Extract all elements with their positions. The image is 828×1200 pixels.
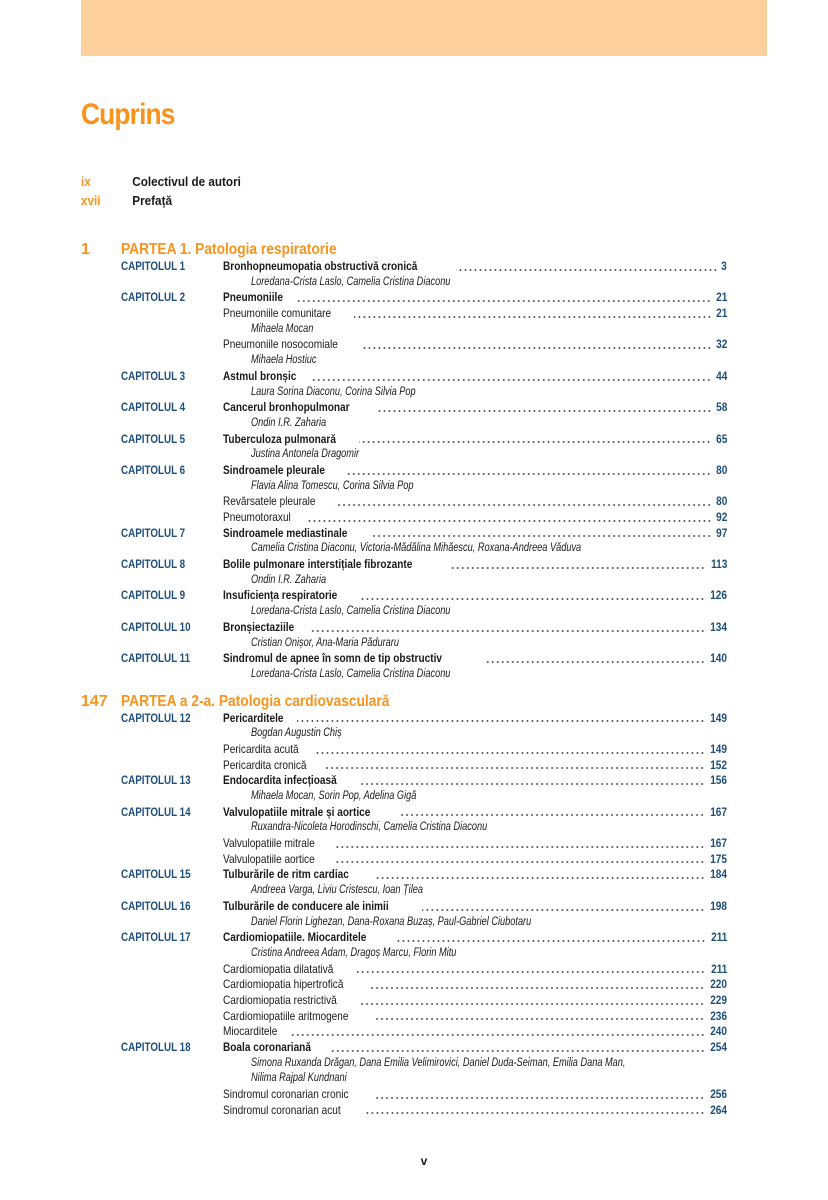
chapter-authors: Laura Sorina Diaconu, Corina Silvia Pop bbox=[251, 385, 416, 398]
chapter-title: Sindroamele pleurale bbox=[223, 462, 325, 477]
entry-line bbox=[223, 836, 727, 852]
dot-leader bbox=[360, 783, 705, 785]
entry-line bbox=[223, 773, 727, 789]
page-number: 44 bbox=[715, 368, 727, 383]
page-number: 126 bbox=[710, 588, 727, 603]
section-entry[interactable] bbox=[81, 1103, 727, 1119]
chapter-label: CAPITOLUL 8 bbox=[121, 557, 186, 572]
chapter-entry[interactable] bbox=[81, 1040, 727, 1056]
chapter-entry[interactable] bbox=[81, 290, 727, 306]
page-number: 167 bbox=[710, 836, 727, 851]
chapter-title: Tulburările de ritm cardiac bbox=[223, 867, 349, 882]
dot-leader bbox=[396, 940, 706, 942]
table-of-contents bbox=[81, 241, 727, 1118]
chapter-title: Sindromul de apnee în somn de tip obstructiv bbox=[223, 651, 442, 666]
entry-line bbox=[223, 620, 727, 636]
author-line bbox=[81, 1071, 727, 1087]
chapter-authors: Mihaela Hostiuc bbox=[251, 354, 317, 367]
chapter-label: CAPITOLUL 2 bbox=[121, 290, 186, 305]
chapter-title: Boala coronariană bbox=[223, 1040, 311, 1054]
chapter-label: CAPITOLUL 12 bbox=[121, 710, 191, 725]
dot-leader bbox=[360, 1003, 705, 1005]
chapter-authors: Mihaela Mocan, Sorin Pop, Adelina Gigă bbox=[251, 790, 417, 802]
dot-leader bbox=[334, 846, 705, 848]
page-number: 134 bbox=[710, 619, 727, 634]
section-entry[interactable] bbox=[81, 758, 727, 774]
chapter-entry[interactable] bbox=[81, 432, 727, 448]
dot-leader bbox=[362, 347, 712, 349]
entry-line bbox=[223, 1087, 727, 1103]
section-entry[interactable] bbox=[81, 962, 727, 978]
section-entry[interactable] bbox=[81, 836, 727, 852]
chapter-label: CAPITOLUL 9 bbox=[121, 588, 186, 603]
page-number: 220 bbox=[710, 977, 727, 992]
section-title: Pneumoniile comunitare bbox=[223, 306, 332, 321]
author-line bbox=[81, 447, 727, 463]
page-number: 254 bbox=[710, 1040, 727, 1054]
header-color-band bbox=[81, 0, 767, 56]
section-title: Valvulopatiile aortice bbox=[223, 851, 315, 866]
entry-line bbox=[223, 510, 727, 526]
chapter-authors: Loredana-Crista Laslo, Camelia Cristina Diaconu bbox=[251, 667, 451, 680]
entry-line bbox=[223, 805, 727, 821]
chapter-title: Pneumoniile bbox=[223, 290, 283, 305]
page-number: 167 bbox=[710, 804, 727, 819]
entry-line bbox=[223, 930, 727, 946]
chapter-label: CAPITOLUL 7 bbox=[121, 525, 186, 540]
section-title: Sindromul coronarian acut bbox=[223, 1102, 341, 1117]
chapter-title: Valvulopatiile mitrale și aortice bbox=[223, 804, 371, 819]
dot-leader bbox=[374, 1018, 705, 1020]
chapter-label: CAPITOLUL 15 bbox=[121, 867, 191, 882]
entry-line bbox=[223, 1024, 727, 1040]
author-line bbox=[81, 573, 727, 589]
part-page: 1 bbox=[81, 241, 90, 258]
entry-line bbox=[223, 867, 727, 883]
dot-leader bbox=[373, 535, 712, 537]
section-entry[interactable] bbox=[81, 1087, 727, 1103]
author-line bbox=[81, 946, 727, 962]
dot-leader bbox=[368, 987, 705, 989]
page-number: 184 bbox=[710, 867, 727, 882]
chapter-authors: Flavia Alina Tomescu, Corina Silvia Pop bbox=[251, 479, 414, 492]
chapter-entry[interactable] bbox=[81, 588, 727, 604]
dot-leader bbox=[310, 630, 705, 632]
author-line bbox=[81, 275, 727, 291]
author-line bbox=[81, 820, 727, 836]
dot-leader bbox=[361, 598, 705, 600]
chapter-title: Bronșiectaziile bbox=[223, 619, 295, 634]
page-number: 80 bbox=[715, 462, 727, 477]
section-title: Cardiomiopatia hipertrofică bbox=[223, 977, 344, 992]
dot-leader bbox=[375, 877, 705, 879]
page-number: 97 bbox=[715, 525, 727, 540]
chapter-title: Endocardita infecțioasă bbox=[223, 773, 337, 788]
author-line bbox=[81, 726, 727, 742]
chapter-entry[interactable] bbox=[81, 463, 727, 479]
section-entry[interactable] bbox=[81, 337, 727, 353]
page-number: 264 bbox=[710, 1102, 727, 1117]
dot-leader bbox=[365, 1112, 705, 1114]
chapter-authors: Andreea Varga, Liviu Cristescu, Ioan Țilea bbox=[251, 884, 423, 897]
page-number: 256 bbox=[710, 1087, 727, 1102]
chapter-entry[interactable] bbox=[81, 899, 727, 915]
chapter-entry[interactable] bbox=[81, 867, 727, 883]
section-title: Pericardita cronică bbox=[223, 757, 307, 772]
entry-line bbox=[223, 711, 727, 727]
dot-leader bbox=[456, 269, 718, 271]
chapter-entry[interactable] bbox=[81, 651, 727, 667]
chapter-authors: Cristian Onișor, Ana-Maria Păduraru bbox=[251, 636, 399, 649]
dot-leader bbox=[306, 520, 712, 522]
page-number: 92 bbox=[715, 510, 727, 524]
page-number: 240 bbox=[710, 1024, 727, 1039]
section-entry[interactable] bbox=[81, 494, 727, 510]
section-entry[interactable] bbox=[81, 977, 727, 993]
chapter-authors: Ondin I.R. Zaharia bbox=[251, 573, 327, 586]
entry-line bbox=[223, 369, 727, 385]
dot-leader bbox=[450, 567, 705, 569]
section-title: Revărsatele pleurale bbox=[223, 494, 316, 509]
chapter-authors: Simona Ruxanda Drăgan, Dana Emilia Velimirovici, Daniel Duda-Seiman, Emilia Dana Man, bbox=[251, 1056, 626, 1069]
chapter-entry[interactable] bbox=[81, 711, 727, 727]
page-number: 149 bbox=[710, 741, 727, 756]
author-line bbox=[81, 353, 727, 369]
chapter-label: CAPITOLUL 3 bbox=[121, 368, 186, 383]
chapter-label: CAPITOLUL 14 bbox=[121, 804, 191, 819]
entry-line bbox=[223, 259, 727, 275]
section-title: Pericardita acută bbox=[223, 741, 299, 756]
page-number: 229 bbox=[710, 992, 727, 1007]
author-line bbox=[81, 479, 727, 495]
dot-leader bbox=[346, 473, 711, 475]
chapter-entry[interactable] bbox=[81, 259, 727, 275]
dot-leader bbox=[400, 814, 705, 816]
page-number: 113 bbox=[710, 557, 727, 572]
entry-line bbox=[223, 557, 727, 573]
chapter-title: Sindroamele mediastinale bbox=[223, 525, 348, 540]
author-line bbox=[81, 667, 727, 683]
entry-line bbox=[223, 400, 727, 416]
dot-leader bbox=[335, 504, 712, 506]
page-number: 140 bbox=[710, 651, 727, 666]
chapter-label: CAPITOLUL 5 bbox=[121, 431, 186, 446]
dot-leader bbox=[422, 909, 705, 911]
page-number: v bbox=[420, 1154, 428, 1168]
page-number: 3 bbox=[721, 259, 727, 273]
page-number: 80 bbox=[715, 494, 727, 509]
chapter-label: CAPITOLUL 11 bbox=[121, 651, 191, 666]
page-number: 21 bbox=[715, 306, 727, 321]
entry-line bbox=[223, 1040, 727, 1056]
chapter-label: CAPITOLUL 4 bbox=[121, 400, 186, 415]
page-number: 21 bbox=[715, 290, 727, 305]
entry-line bbox=[223, 337, 727, 353]
chapter-title: Bolile pulmonare interstițiale fibrozante bbox=[223, 557, 413, 572]
author-line bbox=[81, 604, 727, 620]
chapter-entry[interactable] bbox=[81, 557, 727, 573]
section-title: Cardiomiopatiile aritmogene bbox=[223, 1008, 349, 1023]
entry-line bbox=[223, 588, 727, 604]
chapter-entry[interactable] bbox=[81, 930, 727, 946]
page-number: 149 bbox=[710, 710, 727, 725]
chapter-authors: Loredana-Crista Laslo, Camelia Cristina Diaconu bbox=[251, 605, 451, 618]
entry-line bbox=[223, 993, 727, 1009]
front-matter bbox=[81, 174, 741, 212]
section-title: Valvulopatiile mitrale bbox=[223, 836, 315, 851]
dot-leader bbox=[315, 752, 705, 754]
author-line bbox=[81, 636, 727, 652]
author-line bbox=[81, 789, 727, 805]
chapter-entry[interactable] bbox=[81, 805, 727, 821]
dot-leader bbox=[296, 300, 711, 302]
entry-line bbox=[223, 962, 727, 978]
entry-line bbox=[223, 526, 727, 542]
dot-leader bbox=[376, 410, 712, 412]
part-page: 147 bbox=[81, 692, 108, 710]
author-line bbox=[81, 915, 727, 931]
section-title: Cardiomiopatia restrictivă bbox=[223, 992, 337, 1007]
chapter-label: CAPITOLUL 6 bbox=[121, 462, 186, 477]
section-entry[interactable] bbox=[81, 852, 727, 868]
page-number: 65 bbox=[715, 431, 727, 446]
chapter-authors: Camelia Cristina Diaconu, Victoria-Mădălina Mihăescu, Roxana-Andreea Văduva bbox=[251, 542, 582, 555]
chapter-label: CAPITOLUL 16 bbox=[121, 898, 191, 913]
chapter-entry[interactable] bbox=[81, 620, 727, 636]
entry-line bbox=[223, 899, 727, 915]
section-entry[interactable] bbox=[81, 306, 727, 322]
chapter-entry[interactable] bbox=[81, 400, 727, 416]
entry-line bbox=[223, 432, 727, 448]
chapter-entry[interactable] bbox=[81, 526, 727, 542]
dot-leader bbox=[312, 379, 711, 381]
entry-line bbox=[223, 742, 727, 758]
page-number: 211 bbox=[710, 961, 727, 976]
dot-leader bbox=[330, 1050, 705, 1052]
author-line bbox=[81, 1056, 727, 1072]
author-line bbox=[81, 416, 727, 432]
chapter-label: CAPITOLUL 17 bbox=[121, 930, 191, 945]
chapter-authors: Cristina Andreea Adam, Dragoș Marcu, Florin Mitu bbox=[251, 946, 457, 959]
chapter-title: Tulburările de conducere ale inimii bbox=[223, 898, 389, 913]
entry-line bbox=[223, 463, 727, 479]
section-entry[interactable] bbox=[81, 1009, 727, 1025]
page-title: Cuprins bbox=[81, 98, 175, 131]
entry-line bbox=[223, 306, 727, 322]
part-title: PARTEA 1. Patologia respiratorie bbox=[121, 241, 337, 258]
entry-line bbox=[223, 758, 727, 774]
entry-line bbox=[223, 290, 727, 306]
page-number: 58 bbox=[715, 400, 727, 415]
dot-leader bbox=[290, 1034, 705, 1036]
chapter-title: Astmul bronșic bbox=[223, 368, 297, 383]
entry-line bbox=[223, 852, 727, 868]
chapter-label: CAPITOLUL 18 bbox=[121, 1040, 191, 1054]
chapter-title: Insuficiența respiratorie bbox=[223, 588, 338, 603]
chapter-authors: Loredana-Crista Laslo, Camelia Cristina Diaconu bbox=[251, 275, 451, 288]
chapter-title: Pericarditele bbox=[223, 710, 284, 725]
section-title: Miocarditele bbox=[223, 1024, 278, 1039]
chapter-title: Cardiomiopatiile. Miocarditele bbox=[223, 930, 367, 945]
chapter-entry[interactable] bbox=[81, 773, 727, 789]
entry-line bbox=[223, 494, 727, 510]
part-heading[interactable] bbox=[81, 241, 727, 259]
front-matter-page: ix bbox=[81, 174, 91, 189]
dot-leader bbox=[324, 767, 705, 769]
dot-leader bbox=[334, 861, 705, 863]
chapter-authors: Mihaela Mocan bbox=[251, 322, 314, 335]
chapter-entry[interactable] bbox=[81, 369, 727, 385]
author-line bbox=[81, 322, 727, 338]
front-matter-item[interactable] bbox=[81, 193, 675, 212]
chapter-title: Tuberculoza pulmonară bbox=[223, 431, 336, 446]
page-number: 198 bbox=[710, 898, 727, 913]
chapter-authors: Bogdan Augustin Chiș bbox=[251, 727, 342, 740]
section-title: Cardiomiopatia dilatativă bbox=[223, 961, 334, 976]
front-matter-label: Prefață bbox=[132, 193, 172, 208]
page-number: 211 bbox=[710, 930, 727, 945]
page-number: 32 bbox=[715, 337, 727, 352]
dot-leader bbox=[354, 316, 712, 318]
part-heading[interactable] bbox=[81, 693, 727, 711]
chapter-authors: Justina Antonela Dragomir bbox=[251, 448, 360, 461]
chapter-title: Bronhopneumopatia obstructivă cronică bbox=[223, 259, 418, 273]
chapter-label: CAPITOLUL 1 bbox=[121, 259, 186, 273]
entry-line bbox=[223, 1103, 727, 1119]
section-entry[interactable] bbox=[81, 993, 727, 1009]
entry-line bbox=[223, 977, 727, 993]
dot-leader bbox=[486, 661, 705, 663]
section-entry[interactable] bbox=[81, 510, 727, 526]
author-line bbox=[81, 385, 727, 401]
page-number: 156 bbox=[710, 773, 727, 788]
dot-leader bbox=[359, 441, 711, 443]
author-line bbox=[81, 883, 727, 899]
section-entry[interactable] bbox=[81, 742, 727, 758]
front-matter-label: Colectivul de autori bbox=[132, 174, 241, 189]
front-matter-page: xvii bbox=[81, 193, 101, 208]
chapter-authors: Ruxandra-Nicoleta Horodinschi, Camelia Cristina Diaconu bbox=[251, 821, 488, 834]
front-matter-item[interactable] bbox=[81, 174, 675, 193]
page-number: 152 bbox=[710, 757, 727, 772]
dot-leader bbox=[374, 1097, 705, 1099]
part-title: PARTEA a 2-a. Patologia cardiovasculară bbox=[121, 692, 390, 710]
chapter-title: Cancerul bronhopulmonar bbox=[223, 400, 350, 415]
section-title: Pneumoniile nosocomiale bbox=[223, 337, 338, 352]
page-number: 175 bbox=[710, 851, 727, 866]
chapter-label: CAPITOLUL 10 bbox=[121, 619, 191, 634]
dot-leader bbox=[356, 971, 705, 973]
dot-leader bbox=[297, 720, 705, 722]
page-number: 236 bbox=[710, 1008, 727, 1023]
chapter-authors: Daniel Florin Lighezan, Dana-Roxana Buzaș, Paul-Gabriel Ciubotaru bbox=[251, 915, 532, 928]
author-line bbox=[81, 541, 727, 557]
chapter-label: CAPITOLUL 13 bbox=[121, 773, 191, 788]
chapter-authors: Ondin I.R. Zaharia bbox=[251, 416, 327, 429]
section-title: Pneumotoraxul bbox=[223, 510, 291, 524]
entry-line bbox=[223, 1009, 727, 1025]
chapter-authors: Nilima Rajpal Kundnani bbox=[251, 1072, 347, 1085]
entry-line bbox=[223, 651, 727, 667]
section-title: Sindromul coronarian cronic bbox=[223, 1087, 349, 1102]
section-entry[interactable] bbox=[81, 1024, 727, 1040]
